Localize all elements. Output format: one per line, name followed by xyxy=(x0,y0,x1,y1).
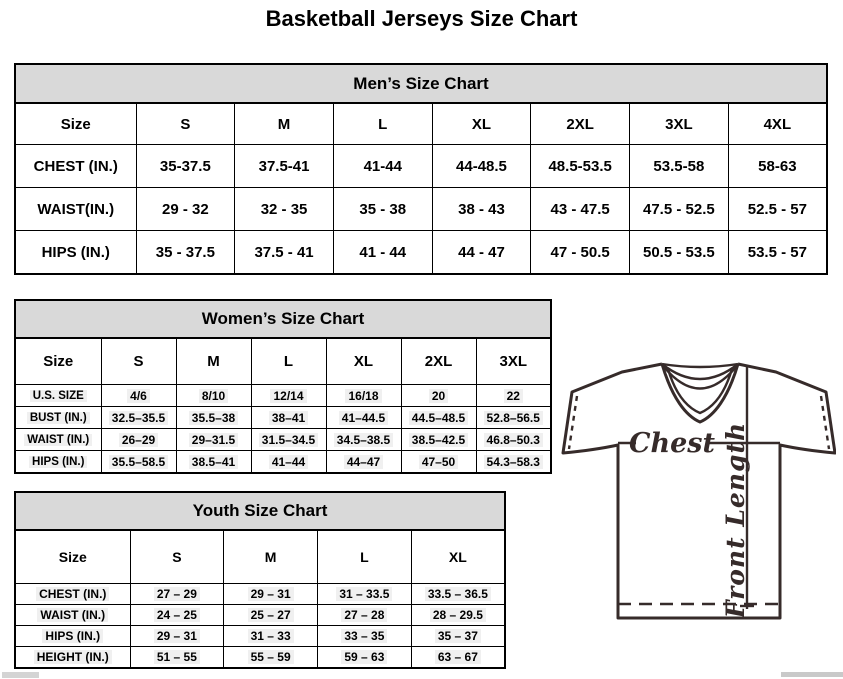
column-header: S xyxy=(101,338,176,385)
row-label-cell xyxy=(15,145,136,188)
table-body xyxy=(15,385,551,474)
size-value: 47.5 - 52.5 xyxy=(643,200,715,218)
size-value: 27 – 28 xyxy=(341,608,387,622)
size-value: 35 - 38 xyxy=(359,200,407,218)
page-edge-artifact-right xyxy=(781,672,843,677)
size-value-cell xyxy=(101,407,176,429)
size-value-cell xyxy=(326,429,401,451)
size-value: 55 – 59 xyxy=(248,650,294,664)
size-value-cell xyxy=(333,188,432,231)
size-value-cell xyxy=(476,385,551,407)
size-value-cell xyxy=(630,231,729,275)
size-value-cell xyxy=(318,647,412,669)
chart-title: Youth Size Chart xyxy=(15,492,505,530)
column-header: M xyxy=(224,530,318,584)
size-value: 37.5 - 41 xyxy=(254,243,314,261)
table-head xyxy=(15,492,505,584)
size-value-cell xyxy=(326,451,401,474)
table-row xyxy=(15,385,551,407)
size-value: 29 - 32 xyxy=(162,200,209,218)
size-value-cell xyxy=(130,605,224,626)
size-value: 58-63 xyxy=(758,157,797,175)
size-value: 44-48.5 xyxy=(456,157,507,175)
size-value: 43 - 47.5 xyxy=(550,200,610,218)
size-value-cell xyxy=(411,584,505,605)
table-row xyxy=(15,429,551,451)
column-header: XL xyxy=(411,530,505,584)
size-value: 41 - 44 xyxy=(359,243,407,261)
table-row xyxy=(15,605,505,626)
size-value: 41-44 xyxy=(363,157,402,175)
size-value-cell xyxy=(476,407,551,429)
table-row xyxy=(15,451,551,474)
front-length-label: Front Length xyxy=(721,421,750,619)
size-value: 27 – 29 xyxy=(154,587,200,601)
column-header: 2XL xyxy=(401,338,476,385)
size-value-cell xyxy=(235,231,334,275)
size-value: 16/18 xyxy=(345,389,381,403)
size-value-cell xyxy=(318,626,412,647)
size-value-cell xyxy=(476,451,551,474)
size-value: 35 – 37 xyxy=(435,629,481,643)
size-value: 34.5–38.5 xyxy=(334,433,393,447)
size-value-cell xyxy=(101,451,176,474)
column-header-row xyxy=(15,103,827,145)
size-value: 22 xyxy=(504,389,523,403)
size-value-cell xyxy=(333,231,432,275)
size-value: 24 – 25 xyxy=(154,608,200,622)
column-header-row xyxy=(15,338,551,385)
size-value-cell xyxy=(130,647,224,669)
size-value: 53.5 - 57 xyxy=(747,243,807,261)
size-value: 31.5–34.5 xyxy=(259,433,318,447)
size-value: 50.5 - 53.5 xyxy=(643,243,715,261)
size-value-cell xyxy=(176,429,251,451)
size-value: 59 – 63 xyxy=(341,650,387,664)
size-value-cell xyxy=(224,584,318,605)
size-value-cell xyxy=(630,188,729,231)
size-value: 20 xyxy=(429,389,448,403)
size-value: 38 - 43 xyxy=(458,200,505,218)
jersey-outline xyxy=(563,364,835,618)
size-value-cell xyxy=(136,145,235,188)
size-value: 25 – 27 xyxy=(248,608,294,622)
size-value: 46.8–50.3 xyxy=(484,433,543,447)
table-row xyxy=(15,231,827,275)
table-row xyxy=(15,626,505,647)
chest-label: Chest xyxy=(629,428,715,459)
size-value-cell xyxy=(728,188,827,231)
size-value-cell xyxy=(176,407,251,429)
size-value-cell xyxy=(318,584,412,605)
size-value: 47–50 xyxy=(419,455,458,469)
size-value-cell xyxy=(728,145,827,188)
size-value-cell xyxy=(235,188,334,231)
size-value-cell xyxy=(136,231,235,275)
size-value-cell xyxy=(130,584,224,605)
size-value-cell xyxy=(411,626,505,647)
page-title: Basketball Jerseys Size Chart xyxy=(265,6,578,31)
size-value: 53.5-58 xyxy=(653,157,705,175)
row-label-cell xyxy=(15,584,130,605)
table-row xyxy=(15,188,827,231)
size-value: 48.5-53.5 xyxy=(548,157,612,175)
row-label: HEIGHT (IN.) xyxy=(34,650,112,664)
row-label: HIPS (IN.) xyxy=(29,456,87,468)
row-label-cell xyxy=(15,647,130,669)
row-label-cell xyxy=(15,605,130,626)
row-label: CHEST (IN.) xyxy=(36,587,109,601)
row-label: U.S. SIZE xyxy=(30,390,87,402)
youth-size-chart-table xyxy=(14,491,506,669)
size-value-cell xyxy=(318,605,412,626)
row-label-cell xyxy=(15,407,101,429)
row-label: BUST (IN.) xyxy=(27,412,90,424)
column-header: XL xyxy=(326,338,401,385)
size-value-cell xyxy=(251,407,326,429)
size-value-cell xyxy=(251,429,326,451)
column-header: 3XL xyxy=(630,103,729,145)
row-label: HIPS (IN.) xyxy=(41,243,110,261)
size-value-cell xyxy=(136,188,235,231)
size-value: 35 - 37.5 xyxy=(155,243,215,261)
table-row xyxy=(15,145,827,188)
chart-title-row xyxy=(15,64,827,103)
size-value-cell xyxy=(630,145,729,188)
size-value-cell xyxy=(333,145,432,188)
row-label: WAIST (IN.) xyxy=(37,608,108,622)
size-value-cell xyxy=(401,385,476,407)
size-value-cell xyxy=(531,145,630,188)
size-value: 8/10 xyxy=(199,389,228,403)
size-value-cell xyxy=(728,231,827,275)
size-value: 4/6 xyxy=(127,389,150,403)
size-value: 44.5–48.5 xyxy=(409,411,468,425)
chart-title-row xyxy=(15,300,551,338)
size-value-cell xyxy=(101,429,176,451)
chart-title-row xyxy=(15,492,505,530)
jersey-measurement-diagram xyxy=(560,356,836,632)
size-value: 41–44 xyxy=(269,455,308,469)
size-value-cell xyxy=(101,385,176,407)
size-value: 12/14 xyxy=(270,389,306,403)
row-label: CHEST (IN.) xyxy=(33,157,118,175)
table-row xyxy=(15,647,505,669)
table-head xyxy=(15,300,551,385)
size-value-cell xyxy=(326,385,401,407)
table-body xyxy=(15,584,505,669)
column-header: Size xyxy=(15,530,130,584)
row-label-cell xyxy=(15,429,101,451)
column-header: L xyxy=(333,103,432,145)
row-label: WAIST (IN.) xyxy=(24,434,92,446)
column-header: XL xyxy=(432,103,531,145)
size-value: 35.5–58.5 xyxy=(109,455,168,469)
column-header: Size xyxy=(15,103,136,145)
column-header: 3XL xyxy=(476,338,551,385)
size-value: 63 – 67 xyxy=(435,650,481,664)
size-value: 33.5 – 36.5 xyxy=(425,587,491,601)
column-header: Size xyxy=(15,338,101,385)
chart-title: Women’s Size Chart xyxy=(15,300,551,338)
row-label: WAIST(IN.) xyxy=(37,200,115,218)
page-edge-artifact-left xyxy=(2,672,39,678)
size-value-cell xyxy=(401,429,476,451)
size-value: 52.5 - 57 xyxy=(747,200,807,218)
size-value: 33 – 35 xyxy=(341,629,387,643)
table-row xyxy=(15,584,505,605)
size-value-cell xyxy=(224,605,318,626)
table-body xyxy=(15,145,827,275)
size-value: 54.3–58.3 xyxy=(484,455,543,469)
size-value: 41–44.5 xyxy=(339,411,388,425)
row-label-cell xyxy=(15,231,136,275)
size-value-cell xyxy=(432,145,531,188)
row-label-cell xyxy=(15,385,101,407)
collar-top-line xyxy=(662,364,738,367)
size-value-cell xyxy=(176,451,251,474)
row-label-cell xyxy=(15,188,136,231)
size-value: 31 – 33 xyxy=(248,629,294,643)
column-header: 2XL xyxy=(531,103,630,145)
size-value: 51 – 55 xyxy=(154,650,200,664)
column-header: 4XL xyxy=(728,103,827,145)
column-header: S xyxy=(130,530,224,584)
size-value: 35-37.5 xyxy=(159,157,211,175)
chart-title: Men’s Size Chart xyxy=(15,64,827,103)
size-value: 32 - 35 xyxy=(260,200,308,218)
size-value: 28 – 29.5 xyxy=(430,608,486,622)
size-value: 35.5–38 xyxy=(189,411,238,425)
womens-size-chart-table xyxy=(14,299,552,474)
size-value-cell xyxy=(224,626,318,647)
table-head xyxy=(15,64,827,145)
size-value-cell xyxy=(401,451,476,474)
size-value-cell xyxy=(251,451,326,474)
row-label-cell xyxy=(15,451,101,474)
column-header-row xyxy=(15,530,505,584)
size-value: 29 – 31 xyxy=(248,587,294,601)
size-value-cell xyxy=(326,407,401,429)
size-value-cell xyxy=(235,145,334,188)
size-value: 29 – 31 xyxy=(154,629,200,643)
size-value-cell xyxy=(432,231,531,275)
mens-size-chart-table xyxy=(14,63,828,275)
size-value: 32.5–35.5 xyxy=(109,411,168,425)
size-value: 37.5-41 xyxy=(258,157,310,175)
size-value: 38–41 xyxy=(269,411,308,425)
size-value: 29–31.5 xyxy=(189,433,238,447)
row-label-cell xyxy=(15,626,130,647)
size-value: 31 – 33.5 xyxy=(336,587,392,601)
size-value: 44–47 xyxy=(344,455,383,469)
size-value: 52.8–56.5 xyxy=(484,411,543,425)
size-value-cell xyxy=(251,385,326,407)
size-value: 44 - 47 xyxy=(458,243,505,261)
size-value-cell xyxy=(432,188,531,231)
size-value: 38.5–42.5 xyxy=(409,433,468,447)
size-value-cell xyxy=(224,647,318,669)
size-value-cell xyxy=(531,231,630,275)
size-value-cell xyxy=(176,385,251,407)
vneck-inner-line xyxy=(668,369,732,413)
column-header: S xyxy=(136,103,235,145)
column-header: M xyxy=(235,103,334,145)
size-value: 38.5–41 xyxy=(189,455,238,469)
table-row xyxy=(15,407,551,429)
size-value: 26–29 xyxy=(119,433,158,447)
column-header: L xyxy=(251,338,326,385)
size-value-cell xyxy=(401,407,476,429)
column-header: L xyxy=(318,530,412,584)
column-header: M xyxy=(176,338,251,385)
size-value-cell xyxy=(411,605,505,626)
size-value-cell xyxy=(531,188,630,231)
size-value-cell xyxy=(130,626,224,647)
size-value-cell xyxy=(476,429,551,451)
size-value: 47 - 50.5 xyxy=(550,243,610,261)
row-label: HIPS (IN.) xyxy=(42,629,103,643)
size-value-cell xyxy=(411,647,505,669)
